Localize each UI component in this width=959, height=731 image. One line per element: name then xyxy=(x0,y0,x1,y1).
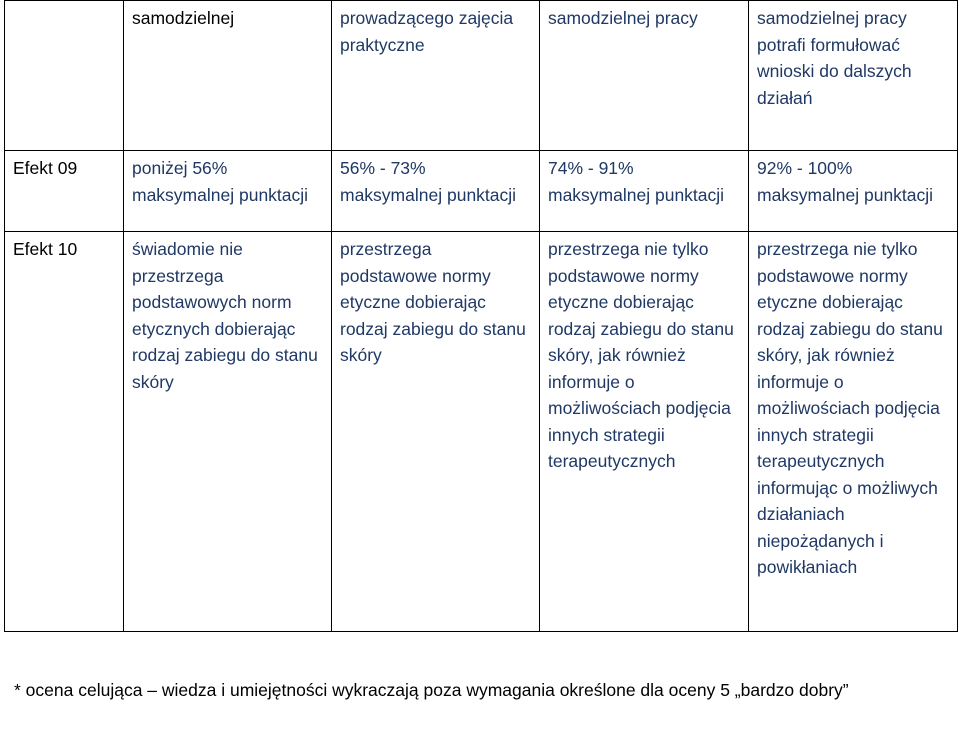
row-label: Efekt 09 xyxy=(5,151,124,232)
table-row xyxy=(5,151,958,232)
table-cell: poniżej 56% maksymalnej punktacji xyxy=(124,151,332,232)
table-cell: samodzielnej pracy potrafi formułować wnioski do dalszych działań xyxy=(749,1,958,151)
table-cell: świadomie nie przestrzega podstawowych norm etycznych dobierając rodzaj zabiegu do stanu skóry xyxy=(124,232,332,632)
footnote: * ocena celująca – wiedza i umiejętności wykraczają poza wymagania określone dla oceny 5 „bardzo dobry” xyxy=(14,680,849,700)
table-cell: 74% - 91% maksymalnej punktacji xyxy=(540,151,749,232)
table-cell: 56% - 73% maksymalnej punktacji xyxy=(332,151,540,232)
row-label: Efekt 10 xyxy=(5,232,124,632)
table-cell: przestrzega podstawowe normy etyczne dobierając rodzaj zabiegu do stanu skóry xyxy=(332,232,540,632)
table-cell: 92% - 100% maksymalnej punktacji xyxy=(749,151,958,232)
table-row xyxy=(5,232,958,632)
table-row xyxy=(5,1,958,151)
table-cell: samodzielnej xyxy=(124,1,332,151)
table-cell: przestrzega nie tylko podstawowe normy etyczne dobierając rodzaj zabiegu do stanu skóry, jak również informuje o możliwościach podjęcia innych strategii terapeutycznych informując o możliwych działaniach niepożądanych i powikłaniach xyxy=(749,232,958,632)
table-cell: przestrzega nie tylko podstawowe normy etyczne dobierając rodzaj zabiegu do stanu skóry, jak również informuje o możliwościach podjęcia innych strategii terapeutycznych xyxy=(540,232,749,632)
row-label xyxy=(5,1,124,151)
table-cell: samodzielnej pracy xyxy=(540,1,749,151)
table-cell: prowadzącego zajęcia praktyczne xyxy=(332,1,540,151)
assessment-table xyxy=(4,0,958,632)
